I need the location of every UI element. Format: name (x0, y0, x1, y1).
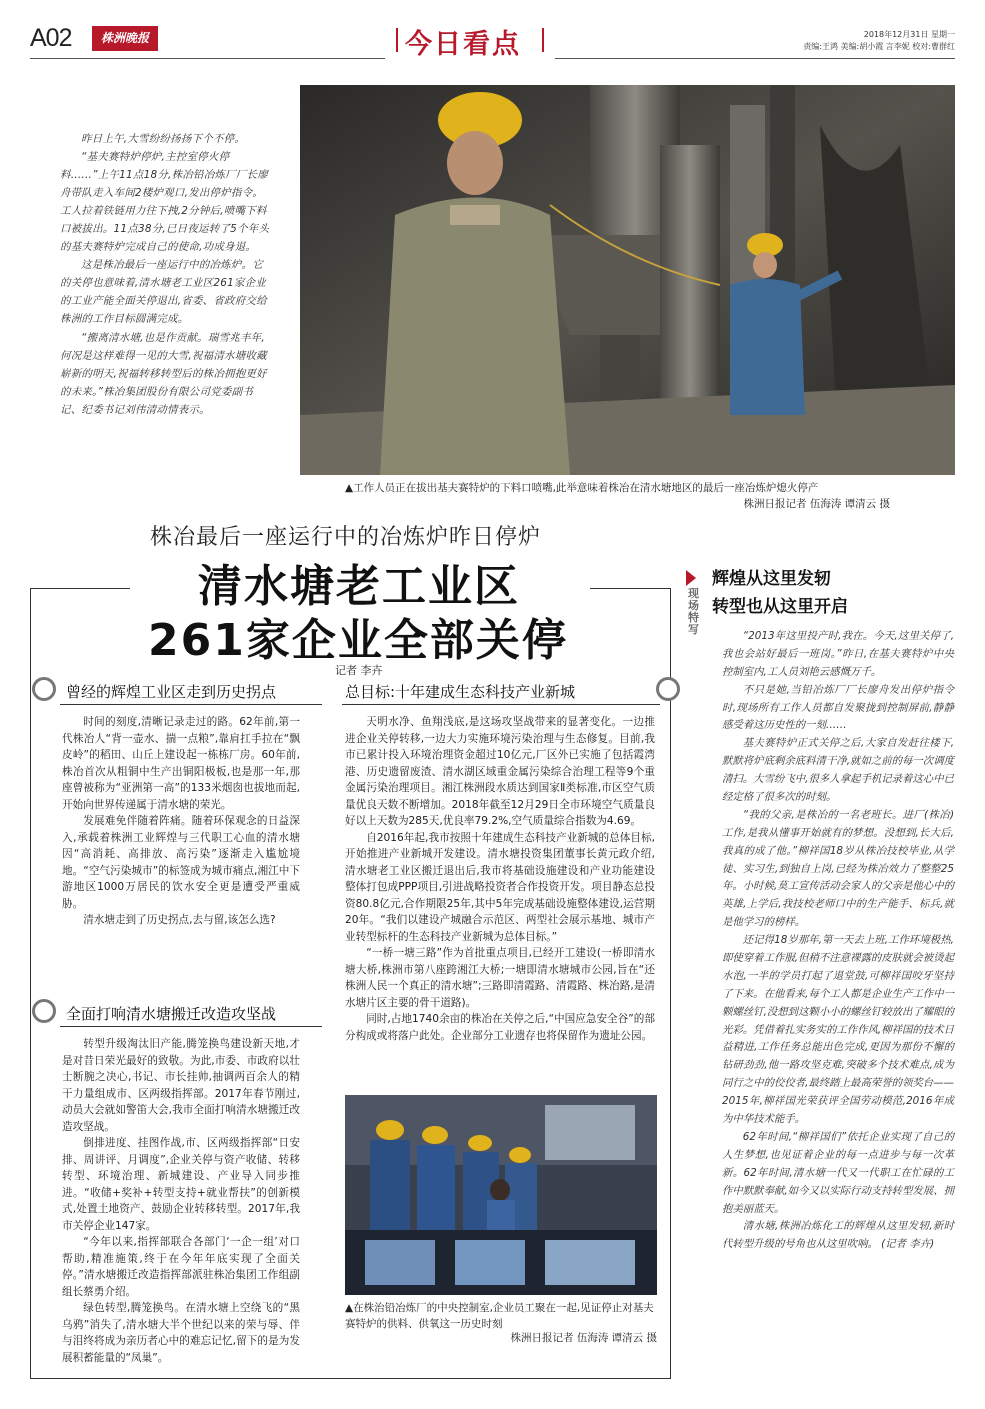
photo-credit: 株洲日报记者 伍海涛 谭清云 摄 (743, 498, 890, 510)
photo-caption: ▲在株治铅冶炼厂的中央控制室,企业员工聚在一起,见证停止对基夫赛特炉的供料、供氧这一历史时刻 (345, 1302, 654, 1331)
dateline: 2018年12月31日 星期一 (863, 30, 955, 39)
masthead-logo: 株洲晚报 (92, 26, 158, 51)
intro-paragraph: “搬离清水塘,也是作贡献。瑞雪兆丰年,何况是这样难得一见的大雪,祝福清水塘收藏崭新的明天,祝福转移转型后的株冶拥抱更好的未来。”株冶集团股份有限公司党委副书记、纪委书记刘伟清动情表示。 (60, 331, 267, 416)
section-mark (396, 28, 398, 52)
feature-title-line2: 转型也从这里开启 (712, 597, 848, 617)
headline-line2: 261家企业全部关停 (148, 615, 568, 666)
feature-paragraph: 62年时间,“柳祥国们”依托企业实现了自己的人生梦想,也见证着企业的每一点进步与每一次革新。62年时间,清水塘一代又一代职工在忙碌的工作中默默奉献,如今又以实际行动支持转型发展、拥抱美丽蓝天。 (722, 1130, 954, 1215)
photo-caption: ▲工作人员正在拔出基夫赛特炉的下料口喷嘴,此举意味着株冶在清水塘地区的最后一座冶炼炉熄火停产 (345, 482, 819, 494)
subhead-rule (60, 1026, 322, 1027)
frame-rule (30, 588, 130, 589)
body-paragraph: 天明水净、鱼翔浅底,是这场攻坚战带来的显著变化。一边推进企业关停转移,一边大力实施环境污染治理与生态修复。目前,我市已累计投入环境治理资金超过10亿元,厂区外已实施了包括霞湾港、历史遗留废渣、清水湖区域重金属污染综合治理工程等9个重金属污染治理项目。湘江株洲段水质达到国家Ⅱ类标准,市区空气质量优良天数不断增加。2018年截至12月29日全市环境空气质量良好以上天数为285天,优良率79.2%,空气质量综合指数为4.69。 (345, 716, 655, 828)
headline-line1: 清水塘老工业区 (198, 561, 520, 612)
intro-paragraph: 这是株冶最后一座运行中的冶炼炉。它的关停也意味着,清水塘老工业区261家企业的工业产能全面关停退出,省委、省政府交给株洲的工作目标圆满完成。 (60, 259, 267, 326)
section-title: 今日看点 (405, 29, 521, 60)
body-paragraph: 清水塘走到了历史拐点,去与留,该怎么选? (83, 914, 276, 927)
header-rule (30, 58, 385, 59)
furnace-photo (300, 85, 955, 475)
frame-rule (30, 1378, 671, 1379)
article-column (62, 1036, 300, 1366)
subhead: 总目标:十年建成生态科技产业新城 (345, 683, 576, 701)
body-paragraph: 倒排进度、挂图作战,市、区两级指挥部“日安排、周讲评、月调度”,企业关停与资产收储、转移转型、环境治理、新城建设、产业导入同步推进。“收储+奖补+转型支持+就业帮扶”的创新模式,处置土地资产、鼓励企业转移转型。2017年,我市关停企业147家。 (62, 1137, 300, 1232)
subhead-rule (342, 704, 660, 705)
body-paragraph: “今年以来,指挥部联合各部门‘一企一组’对口帮助,精准施策,终于在今年年底实现了全面关停。”清水塘搬迁改造指挥部派驻株冶集团工作组副组长蔡勇介绍。 (62, 1236, 300, 1298)
headline-kicker: 株冶最后一座运行中的冶炼炉昨日停炉 (150, 525, 542, 550)
frame-rule (590, 588, 670, 589)
feature-arrow-icon (686, 570, 696, 586)
feature-paragraph: 清水塘,株洲冶炼化工的辉煌从这里发轫,新时代转型升级的号角也从这里吹响。 (记者 李卉) (722, 1220, 954, 1251)
body-paragraph: “一桥一塘三路”作为首批重点项目,已经开工建设(一桥即清水塘大桥,株洲市第八座跨湘江大桥;一塘即清水塘城市公园,旨在“还株洲人民一个真正的清水塘”;三路即清霞路、清霞路、株冶路,是清水塘片区主要的骨干道路)。 (345, 947, 655, 1009)
subhead: 曾经的辉煌工业区走到历史拐点 (66, 683, 277, 701)
control-room-photo (345, 1095, 657, 1295)
section-mark (542, 28, 544, 52)
body-paragraph: 时间的刻度,清晰记录走过的路。62年前,第一代株冶人“背一壶水、揣一点粮”,靠肩扛手拉在“飘皮岭”的稻田、山丘上建设起一栋栋厂房。60年前,株冶首次从粗铜中生产出铜阳极板,也是那一年,那座曾被称为“亚洲第一高”的133米烟囱也拔地而起,开始向世界传递属于清水塘的荣光。 (62, 716, 300, 811)
body-paragraph: 同时,占地1740余亩的株冶在关停之后,“中国应急安全谷”的部分构成或将落户此处。企业部分工业遗存也将保留作为遗址公园。 (345, 1013, 655, 1042)
feature-paragraph: “我的父亲,是株冶的一名老班长。进厂(株冶)工作,是我从懂事开始就有的梦想。没想到,长大后,我真的成了他。”柳祥国18岁从株冶技校毕业,从学徒、实习生,到独自上岗,已经为株冶效力了整整25年。小时候,莫工宣传活动会家人的父亲是他心中的英雄,上学后,我技校老师口中的生产能手、标兵,就是他学习的榜样。 (722, 808, 954, 929)
frame-rule (30, 588, 31, 1378)
article-column (345, 714, 655, 1044)
subhead-bullet-icon (32, 677, 56, 701)
body-paragraph: 转型升级淘汰旧产能,腾笼换鸟建设新天地,才是对昔日荣光最好的致敬。为此,市委、市政府以壮士断腕之决心,书记、市长挂帅,抽调两百余人的精干力量组成市、区两级指挥部。2017年春节刚过,动员大会就如警笛大会,我市全面打响清水塘搬迁改造攻坚战。 (62, 1038, 300, 1133)
article-column (62, 714, 300, 929)
page-number: A02 (30, 24, 72, 52)
feature-paragraph: “2013年这里投产时,我在。今天,这里关停了,我也会站好最后一班岗。”昨日,在基夫赛特炉中央控制室内,工人员刘艳云感慨万千。 (722, 630, 954, 678)
body-paragraph: 发展难免伴随着阵痛。随着环保观念的日益深入,承载着株洲工业辉煌与三代职工心血的清水塘因“高消耗、高排放、高污染”逐渐走入尴尬境地。“空气污染城市”的标签成为城市痛点,湘江中下游地区1000万居民的饮水安全更是遭受严重威胁。 (62, 815, 300, 910)
byline: 记者 李卉 (335, 664, 383, 677)
furnace-photo-image (300, 85, 955, 475)
editors-credit: 责编:王鸿 美编:胡小霞 言李妮 校对:曹群红 (803, 42, 955, 51)
feature-paragraph: 不只是她,当铅冶炼厂厂长廖舟发出停炉指令时,现场所有工作人员都自发聚拢到控制屏前,静静感受着这历史性的一刻…… (722, 683, 954, 732)
body-paragraph: 自2016年起,我市按照十年建成生态科技产业新城的总体目标,开始推进产业新城开发建设。清水塘投资集团董事长黄元政介绍,清水塘老工业区搬迁退出后,我市将基础设施建设和产业功能建设整体打包成PPP项目,引进战略投资者合作投资开发。项目静态总投资80.8亿元,合作期限25年,其中5年完成基础设施整体建设,运营期20年。“我们以建设产城融合示范区、两型社会展示基地、城市产业转型标杆的生态科技产业新城为总体目标。” (345, 831, 655, 943)
subhead-bullet-icon (32, 999, 56, 1023)
header-rule (555, 58, 955, 59)
intro-paragraph: “基夫赛特炉停炉,主控室停火停料……”上午11点18分,株冶铅冶炼厂厂长廖舟带队走入车间2楼炉观口,发出停炉指令。工人拉着铁链用力往下拽,2分钟后,喷嘴下料口被拔出。11点38分,已日夜运转了5个年头的基夫赛特炉完成自己的使命,功成身退。 (60, 151, 270, 254)
intro-column (60, 130, 272, 419)
feature-paragraph: 还记得18岁那年,第一天去上班,工作环境极热,即使穿着工作服,但稍不注意裸露的皮肤就会被烫起水泡,一半的学员打起了退堂鼓,可柳祥国咬牙坚持了下来。在他看来,每个工人都是企业生产工作中一颗螺丝钉,没想到这颗小小的螺丝钉较放出了耀眼的光彩。凭借着扎实务实的工作作风,柳祥国的技术日益精进,工作任务总能出色完成,更因为那份不懈的钻研劲劲,他一路攻坚克难,突破多个技术难点,成为同行之中的佼佼者,最终踏上最高荣誉的领奖台——2015年,柳祥国光荣获评全国劳动模范,2016年成为中华技术能手。 (722, 934, 954, 1126)
control-room-photo-image (345, 1095, 657, 1295)
feature-label: 现场特写 (688, 587, 699, 637)
subhead-rule (60, 704, 322, 705)
body-paragraph: 绿色转型,腾笼换鸟。在清水塘上空绕飞的“黑乌鸦”消失了,清水塘大半个世纪以来的荣与辱、伴与泪终将成为亲历者心中的难忘记忆,留下的是为发展积蓄能量的“凤巢”。 (62, 1302, 300, 1364)
intro-paragraph: 昨日上午,大雪纷纷扬扬下个不停。 (81, 133, 246, 145)
feature-body (722, 628, 954, 1254)
feature-title-line1: 辉煌从这里发轫 (712, 569, 831, 589)
subhead: 全面打响清水塘搬迁改造攻坚战 (66, 1005, 277, 1023)
subhead-bullet-icon (656, 677, 680, 701)
frame-rule (670, 588, 671, 1378)
photo-credit: 株洲日报记者 伍海涛 谭清云 摄 (510, 1332, 657, 1344)
feature-paragraph: 基夫赛特炉正式关停之后,大家自发赶往楼下,默默将炉底剩余底料清干净,就如之前的每一次调度清扫。大雪纷飞中,很多人拿起手机记录着这心中已经定格了很多次的时刻。 (722, 737, 954, 804)
